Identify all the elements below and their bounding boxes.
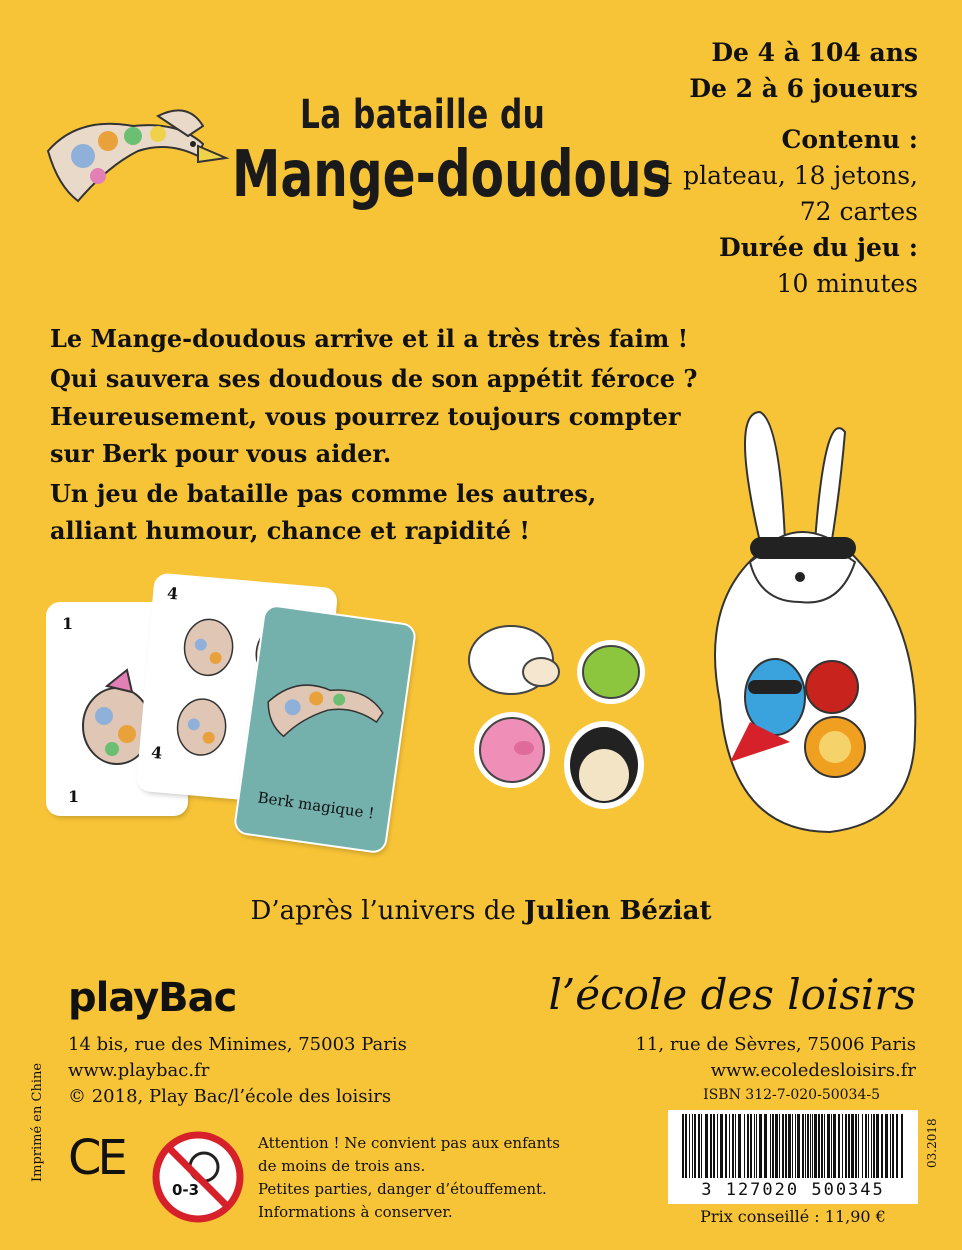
barcode-bar — [710, 1114, 712, 1178]
barcode-bar — [871, 1114, 872, 1178]
card-1-number-bottom: 1 — [68, 787, 80, 806]
barcode-bar — [807, 1114, 809, 1178]
frog-token-icon — [577, 640, 645, 704]
contents-line-2: 72 cartes — [799, 197, 918, 226]
barcode-bar — [747, 1114, 749, 1178]
barcode-bar — [738, 1114, 741, 1178]
berk-magique-caption: Berk magique ! — [256, 788, 376, 823]
barcode-bar — [713, 1114, 715, 1178]
barcode-bar — [735, 1114, 736, 1178]
contents-line-1: 1 plateau, 18 jetons, — [659, 161, 918, 190]
barcode-bar — [795, 1114, 796, 1178]
barcode-bar — [682, 1114, 684, 1178]
barcode-bar — [858, 1114, 859, 1178]
barcode-bar — [797, 1114, 800, 1178]
barcode-bar — [754, 1114, 755, 1178]
barcode-bar — [865, 1114, 867, 1178]
barcode-bar — [838, 1114, 840, 1178]
barcode-digits: 3 127020 500345 — [701, 1180, 885, 1200]
barcode-bar — [814, 1114, 817, 1178]
ce-mark: CE — [68, 1130, 124, 1186]
barcode-bar — [892, 1114, 894, 1178]
credit-line: D’après l’univers de Julien Béziat — [250, 896, 712, 926]
card-4-number: 4 — [166, 583, 180, 604]
barcode-bar — [775, 1114, 778, 1178]
barcode-bar — [764, 1114, 767, 1178]
card-4-number-bottom: 4 — [150, 742, 164, 763]
playbac-copyright: © 2018, Play Bac/l’école des loisirs — [68, 1086, 392, 1107]
barcode-bars — [668, 1114, 918, 1186]
price: Prix conseillé : 11,90 € — [700, 1207, 886, 1226]
playbac-logo: playBac — [68, 975, 237, 1021]
barcode-bar — [868, 1114, 869, 1178]
bunny-mange-doudous-illustration — [690, 402, 960, 842]
barcode-bar — [862, 1114, 863, 1178]
barcode-bar — [685, 1114, 687, 1178]
barcode-bar — [845, 1114, 847, 1178]
barcode-bar — [756, 1114, 757, 1178]
duck-icon — [258, 662, 398, 759]
duck-doudou-illustration — [38, 96, 238, 216]
duration-label: Durée du jeu : — [719, 233, 918, 262]
lion-doudou-icon — [805, 717, 865, 777]
title-line-1: La bataille du — [300, 92, 546, 138]
barcode-bar — [705, 1114, 708, 1178]
barcode-bar — [810, 1114, 811, 1178]
barcode-bar — [812, 1114, 813, 1178]
barcode-bar — [782, 1114, 784, 1178]
berk-magique-card — [235, 606, 415, 853]
barcode-bar — [694, 1114, 696, 1178]
ecole-website: www.ecoledesloisirs.fr — [710, 1060, 916, 1081]
barcode-bar — [717, 1114, 718, 1178]
barcode-bar — [720, 1114, 723, 1178]
ecole-des-loisirs-logo: l’école des loisirs — [548, 970, 916, 1019]
description-line-1: Le Mange-doudous arrive et il a très très faim ! — [50, 324, 689, 353]
barcode-bar — [833, 1114, 836, 1178]
barcode-bar — [805, 1114, 806, 1178]
devil-doudou-icon — [806, 661, 858, 713]
barcode-bar — [873, 1114, 875, 1178]
contents-label: Contenu : — [781, 125, 918, 154]
description-line-3: Heureusement, vous pourrez toujours compter — [50, 402, 681, 431]
barcode-bar — [770, 1114, 771, 1178]
barcode-bar — [824, 1114, 825, 1178]
barcode-bar — [885, 1114, 888, 1178]
barcode-bar — [772, 1114, 774, 1178]
barcode-bar — [732, 1114, 734, 1178]
penguin-token-icon — [564, 721, 644, 809]
barcode-bar — [750, 1114, 752, 1178]
barcode-bar — [779, 1114, 780, 1178]
description-line-2: Qui sauvera ses doudous de son appétit féroce ? — [50, 364, 698, 393]
barcode-bar — [831, 1114, 832, 1178]
barcode-bar — [851, 1114, 854, 1178]
ecole-address: 11, rue de Sèvres, 75006 Paris — [635, 1034, 916, 1055]
barcode — [668, 1110, 918, 1204]
barcode-bar — [698, 1114, 700, 1178]
barcode-bar — [901, 1114, 903, 1178]
barcode-bar — [881, 1114, 883, 1178]
date-code: 03.2018 — [925, 1118, 939, 1168]
barcode-bar — [792, 1114, 793, 1178]
isbn: ISBN 312-7-020-50034-5 — [703, 1087, 880, 1103]
barcode-bar — [744, 1114, 745, 1178]
description-line-4: sur Berk pour vous aider. — [50, 439, 392, 468]
title-line-2: Mange-doudous — [232, 138, 671, 212]
barcode-bar — [802, 1114, 804, 1178]
players: De 2 à 6 joueurs — [689, 74, 918, 103]
barcode-bar — [759, 1114, 762, 1178]
barcode-bar — [725, 1114, 727, 1178]
barcode-bar — [842, 1114, 843, 1178]
card-1-number: 1 — [62, 614, 74, 633]
barcode-bar — [890, 1114, 891, 1178]
barcode-bar — [876, 1114, 879, 1178]
barcode-bar — [788, 1114, 791, 1178]
barcode-bar — [818, 1114, 820, 1178]
barcode-bar — [848, 1114, 850, 1178]
description-line-5: Un jeu de bataille pas comme les autres, — [50, 479, 597, 508]
barcode-bar — [827, 1114, 830, 1178]
barcode-bar — [855, 1114, 857, 1178]
sheep-token-icon — [469, 626, 559, 694]
playbac-address: 14 bis, rue des Minimes, 75003 Paris — [68, 1034, 407, 1055]
barcode-bar — [896, 1114, 898, 1178]
pig-token-icon — [474, 712, 550, 788]
barcode-bar — [692, 1114, 693, 1178]
safety-warning: Attention ! Ne convient pas aux enfants de moins de trois ans. Petites parties, danger d’étouffement. Informations à conserver. — [258, 1134, 560, 1221]
tokens-illustration — [466, 620, 656, 820]
playbac-website: www.playbac.fr — [68, 1060, 210, 1081]
printed-in-china: Imprimé en Chine — [30, 1062, 45, 1182]
age-badge-label: 0-3 — [172, 1181, 200, 1199]
barcode-bar — [689, 1114, 690, 1178]
duration-value: 10 minutes — [776, 269, 918, 298]
barcode-bar — [821, 1114, 823, 1178]
barcode-bar — [701, 1114, 702, 1178]
age-warning-icon — [152, 1131, 244, 1223]
barcode-bar — [729, 1114, 730, 1178]
ages: De 4 à 104 ans — [711, 38, 918, 67]
description-line-6: alliant humour, chance et rapidité ! — [50, 516, 530, 545]
barcode-bar — [785, 1114, 787, 1178]
